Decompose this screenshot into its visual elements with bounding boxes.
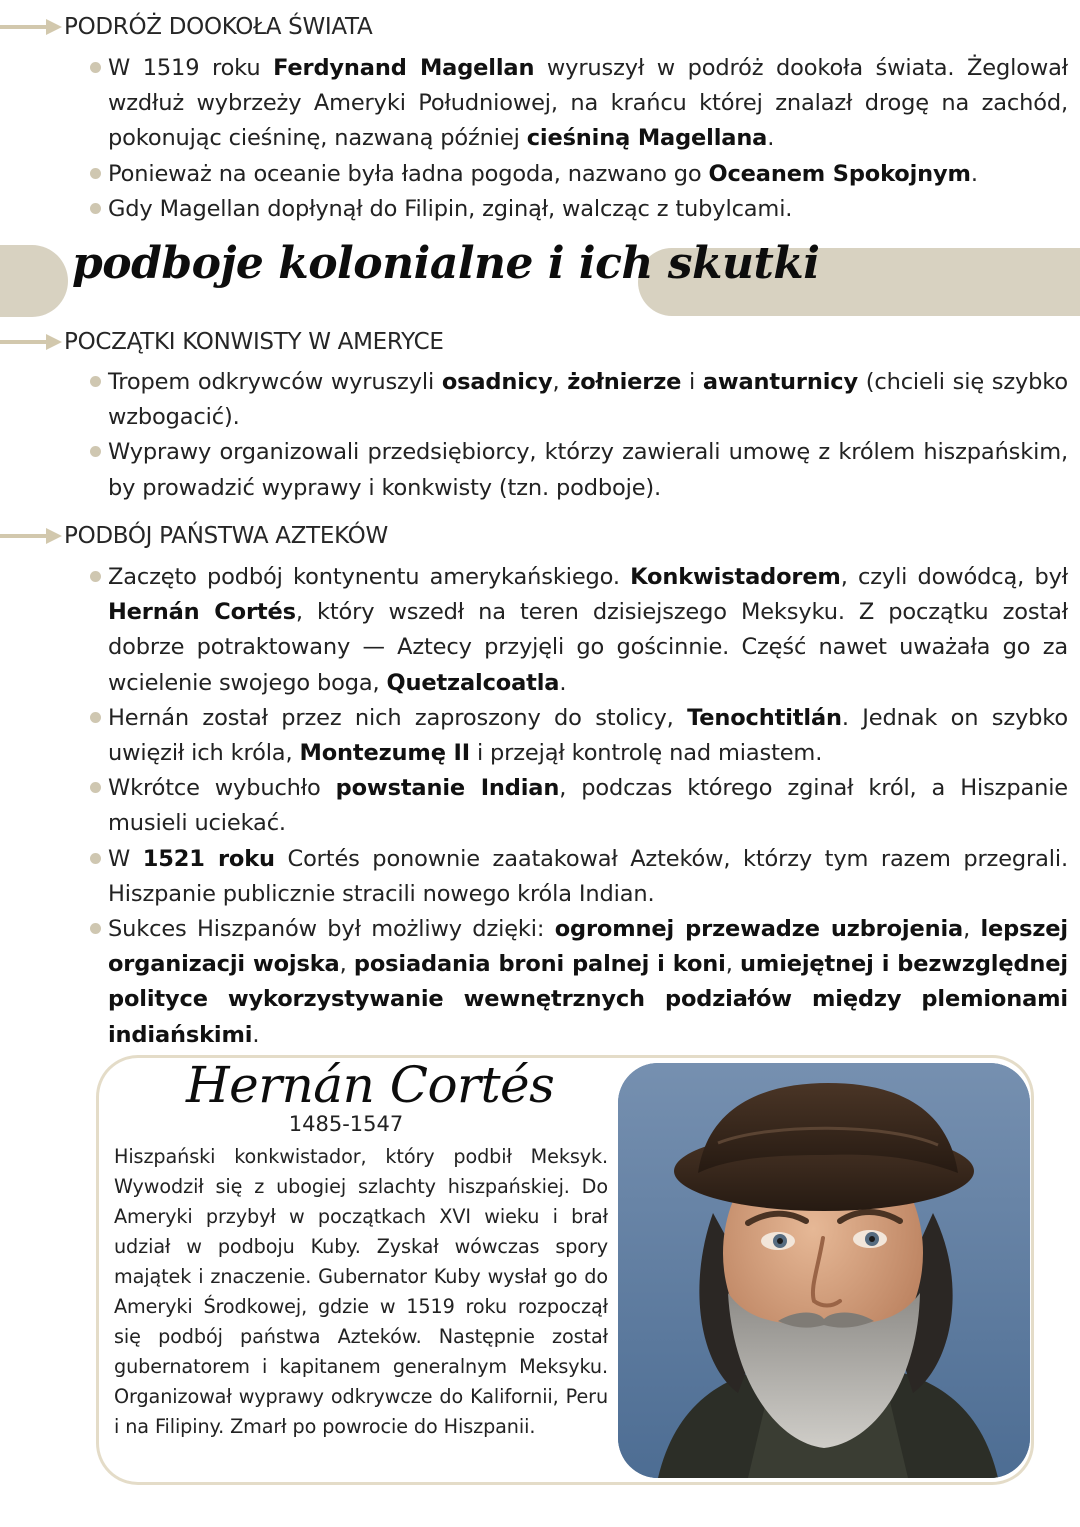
text-run: Wkrótce wybuchło (108, 775, 336, 802)
list-item (88, 365, 1068, 435)
text-run: W (108, 845, 143, 872)
text-run: . (252, 1021, 260, 1048)
text-run: , (552, 369, 568, 395)
biography-years: 1485-1547 (288, 1112, 404, 1136)
text-run: i przejął kontrolę nad miastem. (469, 740, 823, 767)
text-run: wyruszył w podróż dookoła świata. Żeglował wzdłuż wybrzeży Ameryki Południowej, na krańcu której znalazł drogę na zachód, pokonując cieśninę, nazwaną później (108, 55, 1068, 152)
bullet-dot-icon (90, 203, 101, 214)
bold-term: powstanie Indian (335, 775, 560, 802)
bullet-dot-icon (90, 853, 101, 864)
bullet-dot-icon (90, 571, 101, 582)
bold-term: osadnicy (441, 369, 553, 395)
text-run: , (963, 916, 981, 943)
banner-left-pill (0, 245, 68, 317)
text-run: . (767, 125, 775, 152)
bold-term: posiadania broni palnej i koni (353, 951, 726, 978)
arrow-right-icon (0, 16, 64, 38)
list-item (88, 842, 1068, 912)
bullet-dot-icon (90, 782, 101, 793)
text-run: Tropem odkrywców wyruszyli (108, 369, 442, 395)
heading-text: PODBÓJ PAŃSTWA AZTEKÓW (64, 523, 388, 549)
biography-text: Hiszpański konkwistador, który podbił Meksyk. Wywodził się z ubogiej szlachty hiszpańskiej. Do Ameryki przybył w początkach XVI wieku i brał udział w podboju Kuby. Zyskał wówczas spory majątek i znaczenie. Gubernator Kuby wysłał go do Ameryki Środkowej, gdzie w 1519 roku rozpoczął się podbój państwa Azteków. Następnie został gubernatorem i kapitanem generalnym Meksyku. Organizował wyprawy odkrywcze do Kalifornii, Peru i na Filipiny. Zmarł po powrocie do Hiszpanii. (114, 1145, 608, 1438)
list-item (88, 51, 1068, 157)
bold-term: Montezumę II (299, 740, 470, 767)
text-run: Ponieważ na oceanie była ładna pogoda, nazwano go (108, 160, 709, 187)
bold-term: Oceanem Spokojnym (708, 160, 971, 187)
bullet-list-aztecs (88, 560, 1068, 1053)
text-run: . (970, 160, 978, 187)
bold-term: cieśniną Magellana (526, 125, 768, 152)
biography-name: Hernán Cortés (186, 1056, 555, 1114)
banner-title: podboje kolonialne i ich skutki (72, 238, 820, 289)
bullet-dot-icon (90, 446, 101, 457)
bold-term: lepszej organizacji wojska (108, 916, 1068, 978)
bold-term: Quetzalcoatla (386, 669, 560, 696)
text-run: Sukces Hiszpanów był możliwy dzięki: (108, 916, 555, 943)
bold-term: żołnierze (567, 369, 682, 395)
cortes-portrait (618, 1063, 1030, 1478)
bold-term: Tenochtitlán (687, 704, 842, 731)
bold-term: ogromnej przewadze uzbrojenia (554, 916, 964, 943)
text-run: Cortés ponownie zaatakował Azteków, którzy tym razem przegrali. Hiszpanie publicznie stracili nowego króla Indian. (108, 845, 1068, 907)
text-run: Wyprawy organizowali przedsiębiorcy, którzy zawierali umowę z królem hiszpańskim, by prowadzić wyprawy i konkwisty (tzn. podboje). (108, 439, 1068, 501)
text-run: , podczas którego zginał król, a Hiszpanie musieli uciekać. (108, 775, 1068, 837)
bold-term: awanturnicy (702, 369, 858, 395)
text-run: W 1519 roku (108, 55, 274, 81)
section-heading-magellan (0, 12, 372, 42)
section-heading-conquest-start (0, 327, 444, 357)
list-item (88, 157, 1068, 192)
arrow-right-icon (0, 525, 64, 547)
text-run: , który wszedł na teren dzisiejszego Meksyku. Z początku został dobrze potraktowany — Aztecy przyjęli go gościnnie. Część nawet uważała go za wcielenie swojego boga, (108, 599, 1069, 696)
bold-term: Konkwistadorem (630, 564, 841, 590)
text-run: Zaczęto podbój kontynentu amerykańskiego. (108, 564, 631, 590)
list-item (88, 560, 1068, 701)
text-run: . Jednak on szybko uwięził ich króla, (108, 704, 1068, 767)
section-heading-aztecs (0, 521, 388, 551)
text-run: , (725, 951, 741, 978)
bold-term: 1521 roku (142, 845, 275, 872)
bullet-dot-icon (90, 168, 101, 179)
list-item (88, 701, 1068, 771)
bullet-dot-icon (90, 62, 101, 73)
list-item (88, 192, 1068, 227)
heading-text: POCZĄTKI KONWISTY W AMERYCE (64, 329, 444, 355)
text-run: i (681, 369, 703, 395)
bullet-dot-icon (90, 712, 101, 723)
list-item (88, 912, 1068, 1053)
text-run: . (559, 669, 567, 696)
list-item (88, 435, 1068, 505)
bold-term: Hernán Cortés (108, 599, 296, 626)
arrow-right-icon (0, 331, 64, 353)
text-run: (chcieli się szybko wzbogacić). (108, 369, 1068, 431)
bold-term: Ferdynand Magellan (273, 55, 535, 81)
text-run: Gdy Magellan dopłynął do Filipin, zginął, walcząc z tubylcami. (108, 195, 793, 222)
list-item (88, 771, 1068, 841)
bullet-list-conquest-start (88, 365, 1068, 506)
text-run: , czyli dowódcą, był (840, 564, 1068, 590)
bold-term: umiejętnej i bezwzględnej polityce wykorzystywanie wewnętrznych podziałów między plemionami indiańskimi (108, 951, 1068, 1048)
text-run: Hernán został przez nich zaproszony do stolicy, (108, 704, 688, 731)
heading-text: PODRÓŻ DOOKOŁA ŚWIATA (64, 14, 373, 40)
bullet-list-magellan (88, 51, 1068, 227)
portrait-illustration (618, 1063, 1030, 1478)
text-run: , (339, 951, 354, 978)
bullet-dot-icon (90, 923, 101, 934)
bullet-dot-icon (90, 376, 101, 387)
